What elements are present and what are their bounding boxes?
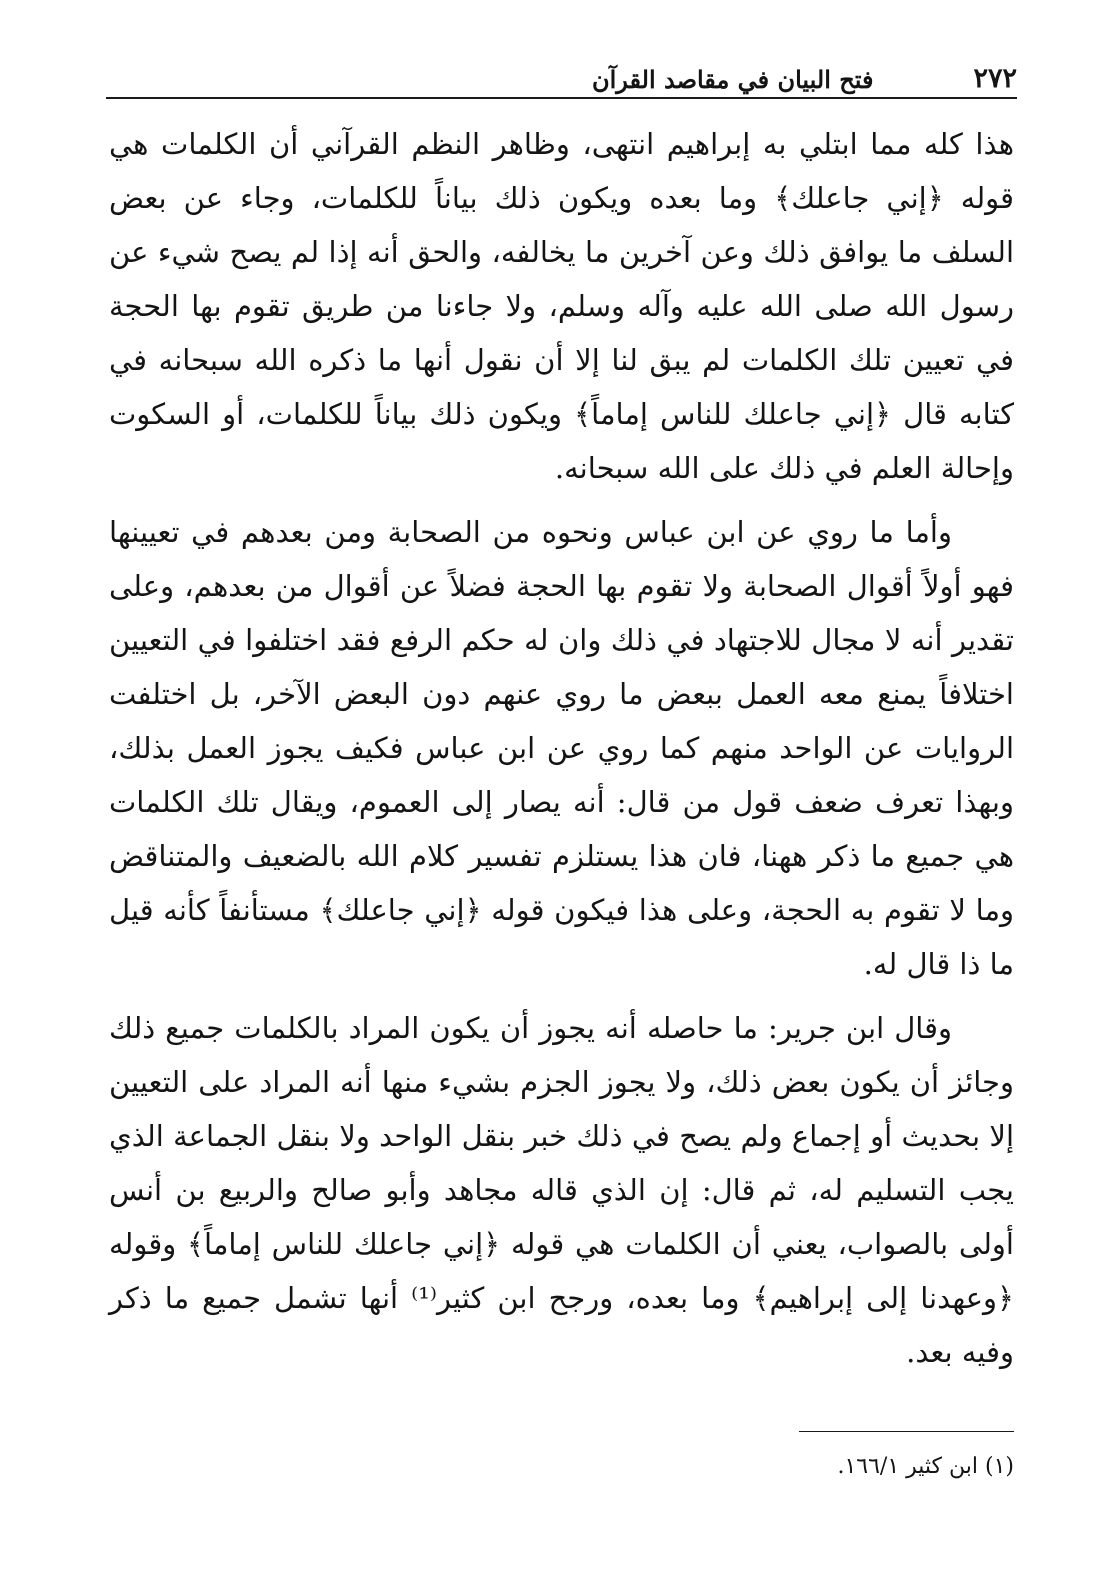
header-rule (106, 97, 1017, 99)
footnote: (١) ابن كثير ١٦٦/١. (837, 1454, 1014, 1479)
running-title: فتح البيان في مقاصد القرآن (592, 65, 874, 94)
running-header (107, 48, 1017, 92)
main-text (109, 117, 1014, 1389)
footnote-rule (799, 1431, 1014, 1432)
paragraph-1: هذا كله مما ابتلي به إبراهيم انتهى، وظاهر النظم القرآني أن الكلمات هي قوله ﴿إني جاعلك﴾ وما بعده ويكون ذلك بياناً للكلمات، وجاء عن بعض السلف ما يوافق ذلك وعن آخرين ما يخالفه، والحق أنه إذا لم يصح شيء عن رسول الله صلى الله عليه وآله وسلم، ولا جاءنا من طريق تقوم بها الحجة في تعيين تلك الكلمات لم يبق لنا إلا أن نقول أنها ما ذكره الله سبحانه في كتابه قال ﴿إني جاعلك للناس إماماً﴾ ويكون ذلك بياناً للكلمات، أو السكوت وإحالة العلم في ذلك على الله سبحانه. (109, 127, 1014, 485)
paragraph-3: وقال ابن جرير: ما حاصله أنه يجوز أن يكون المراد بالكلمات جميع ذلك وجائز أن يكون بعض ذلك، ولا يجوز الجزم بشيء منها أنه المراد على التعيين إلا بحديث أو إجماع ولم يصح في ذلك خبر بنقل الواحد ولا بنقل الجماعة الذي يجب التسليم له، ثم قال: إن الذي قاله مجاهد وأبو صالح والربيع بن أنس أولى بالصواب، يعني أن الكلمات هي قوله ﴿إني جاعلك للناس إماماً﴾ وقوله ﴿وعهدنا إلى إبراهيم﴾ وما بعده، ورجح ابن كثير⁽¹⁾ أنها تشمل جميع ما ذكر وفيه بعد. (109, 1011, 1014, 1369)
page-number: ٢٧٢ (973, 63, 1017, 94)
paragraph-2: وأما ما روي عن ابن عباس ونحوه من الصحابة ومن بعدهم في تعيينها فهو أولاً أقوال الصحابة ولا تقوم بها الحجة فضلاً عن أقوال من بعدهم، وعلى تقدير أنه لا مجال للاجتهاد في ذلك وان له حكم الرفع فقد اختلفوا في التعيين اختلافاً يمنع معه العمل ببعض ما روي عنهم دون البعض الآخر، بل اختلفت الروايات عن الواحد منهم كما روي عن ابن عباس فكيف يجوز العمل بذلك، وبهذا تعرف ضعف قول من قال: أنه يصار إلى العموم، ويقال تلك الكلمات هي جميع ما ذكر ههنا، فان هذا يستلزم تفسير كلام الله بالضعيف والمتناقض وما لا تقوم به الحجة، وعلى هذا فيكون قوله ﴿إني جاعلك﴾ مستأنفاً كأنه قيل ما ذا قال له. (109, 515, 1014, 981)
